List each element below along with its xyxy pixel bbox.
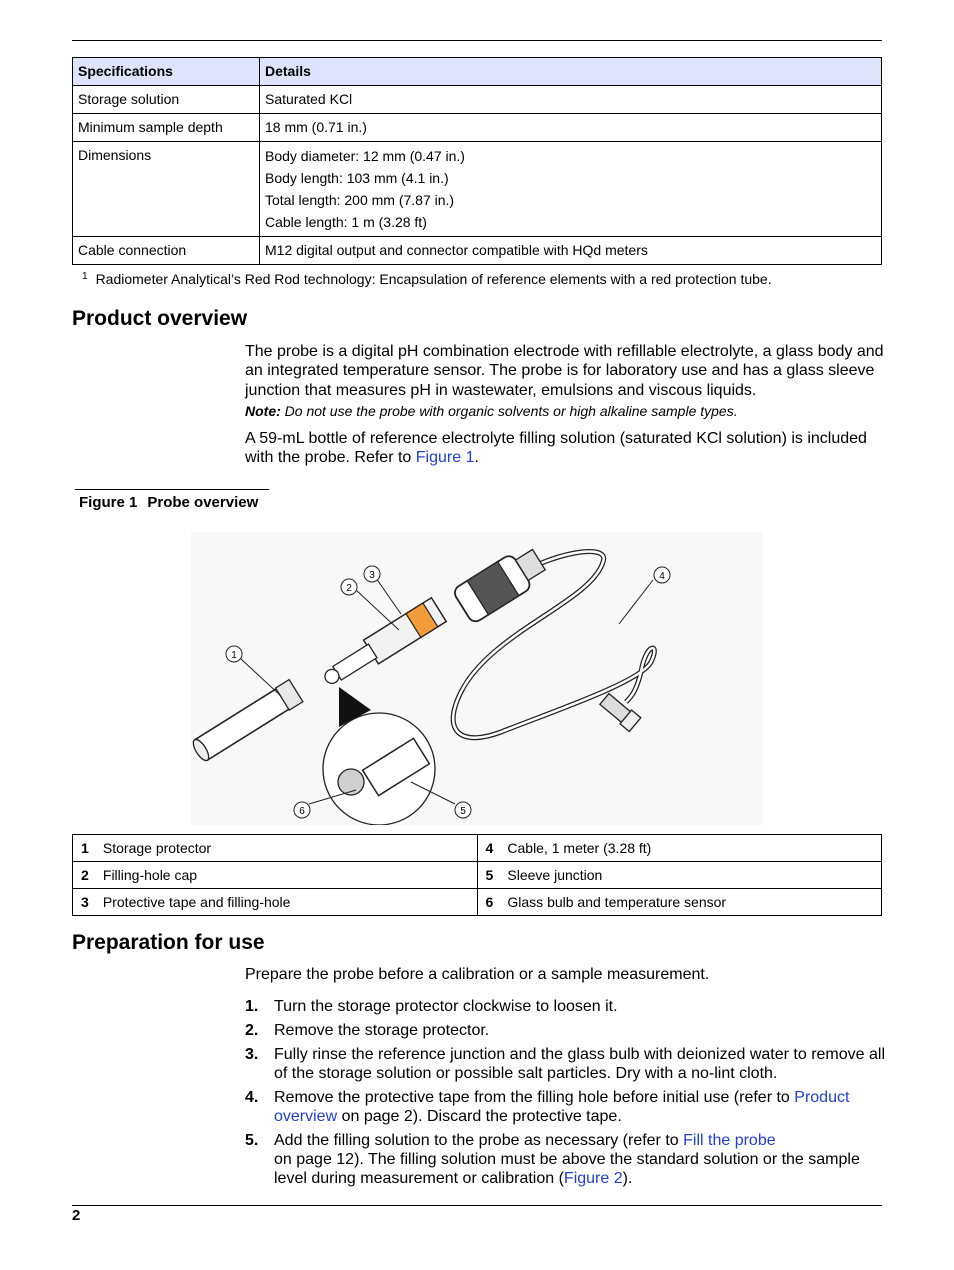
- table-row: [73, 237, 882, 265]
- note: [245, 403, 885, 419]
- dimension-line: Total length: 200 mm (7.87 in.): [265, 192, 455, 208]
- legend-item: [73, 889, 478, 916]
- spec-name: Minimum sample depth: [73, 114, 260, 142]
- list-item: [245, 1021, 885, 1040]
- svg-text:3: 3: [369, 570, 375, 581]
- specifications-table: [72, 57, 882, 265]
- table-row: [73, 835, 882, 862]
- spec-details: Saturated KCl: [260, 86, 882, 114]
- callout-4: [654, 567, 670, 583]
- step-text: Add the filling solution to the probe as necessary (refer to: [274, 1131, 679, 1149]
- legend-item: [477, 862, 882, 889]
- table-row: [73, 86, 882, 114]
- legend-number: 6: [485, 894, 494, 910]
- storage-protector: [191, 680, 303, 764]
- figure-caption: [79, 494, 268, 511]
- legend-label: Glass bulb and temperature sensor: [507, 894, 727, 910]
- cable-connector: [599, 692, 641, 732]
- footnote-text: Radiometer Analytical’s Red Rod technology: Encapsulation of reference elements with a red protection tube.: [95, 271, 772, 287]
- legend-number: 5: [485, 867, 494, 883]
- list-item: [245, 1045, 885, 1084]
- spec-name: Dimensions: [73, 142, 260, 237]
- figure-legend-table: [72, 834, 882, 916]
- spec-details: 18 mm (0.71 in.): [260, 114, 882, 142]
- spec-details: M12 digital output and connector compatible with HQd meters: [260, 237, 882, 265]
- fill-the-probe-link[interactable]: Fill the probe: [683, 1131, 776, 1149]
- legend-item: [477, 889, 882, 916]
- table-row: [73, 114, 882, 142]
- list-item: [245, 997, 885, 1016]
- footnote: [82, 271, 772, 287]
- spec-name: Cable connection: [73, 237, 260, 265]
- step-text: Turn the storage protector clockwise to loosen it.: [274, 998, 618, 1015]
- bottle-paragraph: [245, 429, 885, 468]
- step-number: 2.: [245, 1021, 259, 1039]
- probe-drawing: [191, 532, 763, 825]
- figure-2-link[interactable]: Figure 2: [563, 1170, 623, 1188]
- step-text: Remove the storage protector.: [274, 1021, 490, 1039]
- callout-2: [341, 579, 357, 595]
- section-heading-preparation: Preparation for use: [72, 931, 265, 954]
- figure-number: Figure 1: [79, 494, 138, 511]
- probe-illustration: [191, 532, 763, 825]
- page-number: 2: [72, 1207, 81, 1224]
- product-overview-link[interactable]: Product overview: [274, 1088, 850, 1125]
- section-heading-product-overview: Product overview: [72, 307, 248, 330]
- step-text: on page 2). Discard the protective tape.: [341, 1107, 622, 1125]
- probe-head: [452, 543, 550, 625]
- list-item: [245, 1088, 885, 1127]
- legend-item: [477, 835, 882, 862]
- legend-number: 3: [81, 894, 89, 910]
- step-text: Fully rinse the reference junction and the glass bulb with deionized water to remove all of the storage solution or possible salt particles. Dry with a no-lint cloth.: [274, 1045, 885, 1082]
- svg-text:2: 2: [346, 583, 352, 594]
- step-number: 4.: [245, 1088, 259, 1106]
- figure-rule: [75, 489, 269, 490]
- column-header-details: Details: [260, 58, 882, 86]
- callout-5: [455, 802, 471, 818]
- svg-text:6: 6: [299, 806, 305, 817]
- legend-label: Filling-hole cap: [102, 867, 198, 883]
- list-item: [245, 1131, 885, 1189]
- legend-number: 4: [485, 840, 494, 856]
- table-row: [73, 862, 882, 889]
- callout-1: [226, 646, 242, 662]
- footer-rule: [72, 1205, 882, 1206]
- legend-item: [73, 862, 478, 889]
- legend-label: Sleeve junction: [507, 867, 603, 883]
- legend-label: Cable, 1 meter (3.28 ft): [507, 840, 652, 856]
- step-number: 1.: [245, 998, 259, 1015]
- step-text: on page 12). The filling solution must be above the standard solution or the sample level during measurement or calibration (: [274, 1151, 860, 1188]
- note-label: Note:: [245, 403, 281, 419]
- note-text: Do not use the probe with organic solvents or high alkaline sample types.: [284, 403, 738, 419]
- dimension-line: Body length: 103 mm (4.1 in.): [265, 170, 449, 186]
- callout-3: [364, 566, 380, 582]
- spec-name: Storage solution: [73, 86, 260, 114]
- step-text: Remove the protective tape from the filling hole before initial use (refer to: [274, 1088, 790, 1106]
- step-number: 5.: [245, 1131, 259, 1149]
- dimension-line: Body diameter: 12 mm (0.47 in.): [265, 148, 465, 164]
- legend-number: 1: [81, 840, 89, 856]
- figure-title: Probe overview: [147, 494, 259, 511]
- overview-paragraph: The probe is a digital pH combination electrode with refillable electrolyte, a glass body and an integrated temperature sensor. The probe is for laboratory use and has a glass sleeve junction that measures pH in wastewater, emulsions and viscous liquids.: [245, 343, 884, 399]
- step-number: 3.: [245, 1045, 259, 1063]
- step-text: ).: [622, 1170, 633, 1188]
- zoom-detail: [323, 713, 435, 825]
- period: .: [474, 449, 479, 467]
- spec-details: [260, 142, 882, 237]
- table-row: [73, 889, 882, 916]
- dimension-line: Cable length: 1 m (3.28 ft): [265, 214, 427, 230]
- legend-item: [73, 835, 478, 862]
- figure-1-link[interactable]: Figure 1: [415, 449, 475, 467]
- svg-text:5: 5: [460, 806, 466, 817]
- table-header-row: [73, 58, 882, 86]
- callout-6: [294, 802, 310, 818]
- column-header-specifications: Specifications: [73, 58, 260, 86]
- table-row: [73, 142, 882, 237]
- footnote-marker: 1: [82, 271, 88, 282]
- legend-number: 2: [81, 867, 89, 883]
- svg-text:1: 1: [231, 650, 237, 661]
- preparation-intro: Prepare the probe before a calibration or a sample measurement.: [245, 966, 710, 983]
- header-rule: [72, 40, 882, 41]
- legend-label: Storage protector: [102, 840, 212, 856]
- legend-label: Protective tape and filling-hole: [102, 894, 291, 910]
- probe-body: [319, 598, 447, 692]
- svg-text:4: 4: [659, 571, 665, 582]
- preparation-steps: [245, 997, 885, 1193]
- bottle-text: A 59-mL bottle of reference electrolyte filling solution (saturated KCl solution) is included with the probe. Refer to: [245, 430, 867, 467]
